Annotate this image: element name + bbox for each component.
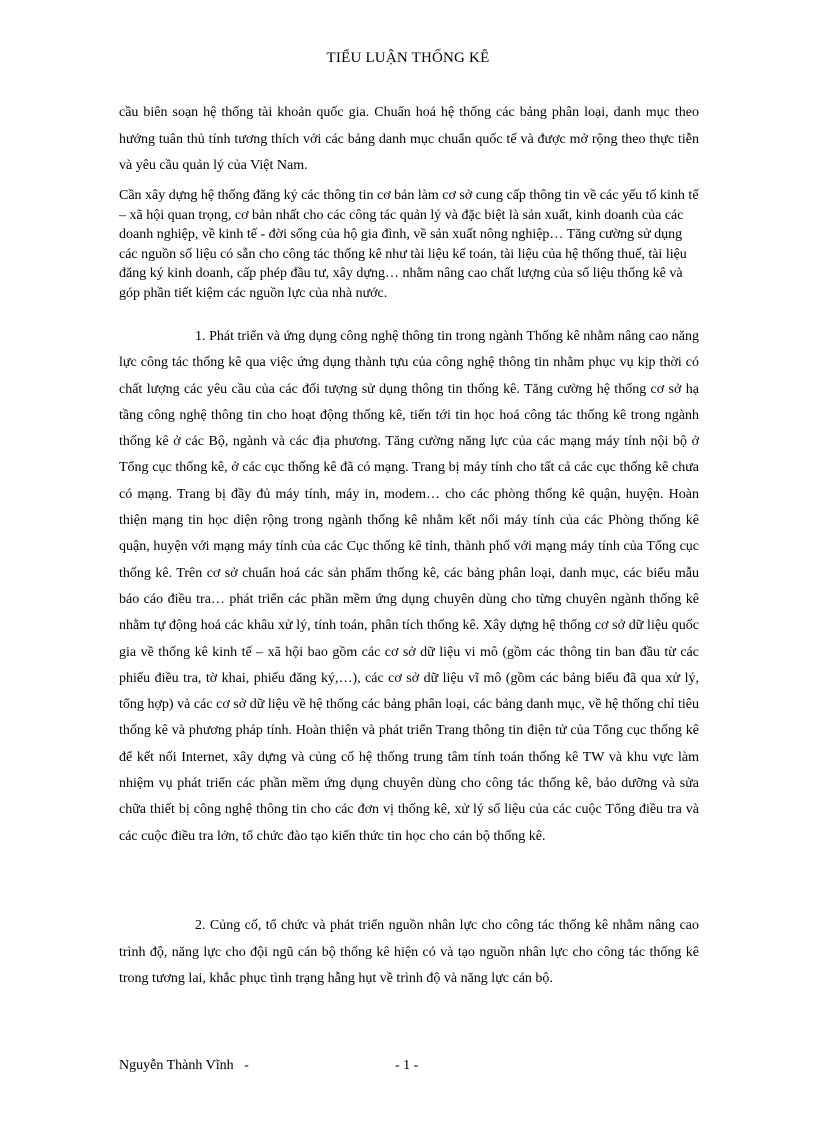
footer-author: Nguyễn Thành Vĩnh - [119, 1058, 249, 1073]
paragraph-item-2 [119, 913, 699, 993]
paragraph-continuation: cầu biên soạn hệ thống tài khoản quốc gia. Chuẩn hoá hệ thống các bảng phân loại, danh mục theo hướng tuân thủ tính tương thích với các bảng danh mục chuẩn quốc tế và được mở rộng theo thực tiễn và yêu cầu quản lý của Việt Nam. [119, 105, 699, 173]
page-header-title: TIỂU LUẬN THỐNG KÊ [326, 50, 490, 66]
footer-page-number: - 1 - [395, 1058, 419, 1073]
paragraph-registration: Cần xây dựng hệ thống đăng ký các thông tin cơ bản làm cơ sở cung cấp thông tin về các yếu tố kinh tế – xã hội quan trọng, cơ bản nhất cho các công tác quản lý và đặc biệt là sản xuất, kinh doanh của các doanh nghiệp, về kinh tế - đời sống của hộ gia đình, về sản xuất nông nghiệp… Tăng cường sử dụng các nguồn số liệu có sẵn cho công tác thống kê như tài liệu kế toán, tài liệu của hệ thống thuế, tài liệu đăng ký kinh doanh, cấp phép đầu tư, xây dựng… nhằm nâng cao chất lượng của số liệu thống kê và góp phần tiết kiệm các nguồn lực của nhà nước. [119, 188, 699, 301]
paragraph-item-1-text: 1. Phát triển và ứng dụng công nghệ thông tin trong ngành Thống kê nhằm nâng cao năng lực công tác thống kê qua việc ứng dụng thành tựu của công nghệ thông tin nhằm phục vụ kịp thời có chất lượng các yêu cầu của các đối tượng sử dụng thông tin thống kê. Tăng cường hệ thống cơ sở hạ tầng công nghệ thông tin cho hoạt động thống kê, tiến tới tin học hoá công tác thống kê trong ngành thống kê ở các Bộ, ngành và các địa phương. Tăng cường năng lực của các mạng máy tính nội bộ ở Tổng cục thống kê, ở các cục thống kê đã có mạng. Trang bị máy tính cho tất cả các cục thống kê chưa có mạng. Trang bị đầy đủ máy tính, máy in, modem… cho các phòng thống kê quận, huyện. Hoàn thiện mạng tin học diện rộng trong ngành thống kê nhằm kết nối máy tính của các Phòng thống kê quận, huyện với mạng máy tính của các Cục thống kê tỉnh, thành phố với mạng máy tính của Tổng cục thống kê. Trên cơ sở chuẩn hoá các sản phẩm thống kê, các bảng phân loại, danh mục, các biểu mẫu báo cáo điều tra… phát triển các phần mềm ứng dụng chuyên dùng cho từng chuyên ngành thống kê nhằm tự động hoá các khâu xử lý, tính toán, phân tích thống kê. Xây dựng hệ thống cơ sở dữ liệu quốc gia về thống kê kinh tế – xã hội bao gồm các cơ sở dữ liệu vi mô (gồm các thông tin ban đầu từ các phiếu điều tra, tờ khai, phiếu đăng ký,…), các cơ sở dữ liệu vĩ mô (gồm các bảng biểu đã qua xử lý, tổng hợp) và các cơ sở dữ liệu về hệ thống các bảng phân loại, các bảng danh mục, về hệ thống chỉ tiêu thống kê và phương pháp tính. Hoàn thiện và phát triển Trang thông tin điện tử của Tổng cục thống kê để kết nối Internet, xây dựng và củng cố hệ thống trung tâm tính toán thống kê TW và khu vực làm nhiệm vụ phát triển các phần mềm ứng dụng chuyên dùng cho công tác thống kê, bảo dưỡng và sửa chữa thiết bị công nghệ thông tin cho các đơn vị thống kê, xử lý số liệu của các cuộc Tổng điều tra và các cuộc điều tra lớn, tổ chức đào tạo kiến thức tin học cho cán bộ thống kê. [119, 329, 699, 844]
paragraph-item-2-text: 2. Củng cố, tổ chức và phát triển nguồn nhân lực cho công tác thống kê nhằm nâng cao trình độ, năng lực cho đội ngũ cán bộ thống kê hiện có và tạo nguồn nhân lực cho công tác thống kê trong tương lai, khắc phục tình trạng hẫng hụt về trình độ và năng lực cán bộ. [119, 918, 699, 986]
paragraph-item-1 [119, 324, 699, 850]
